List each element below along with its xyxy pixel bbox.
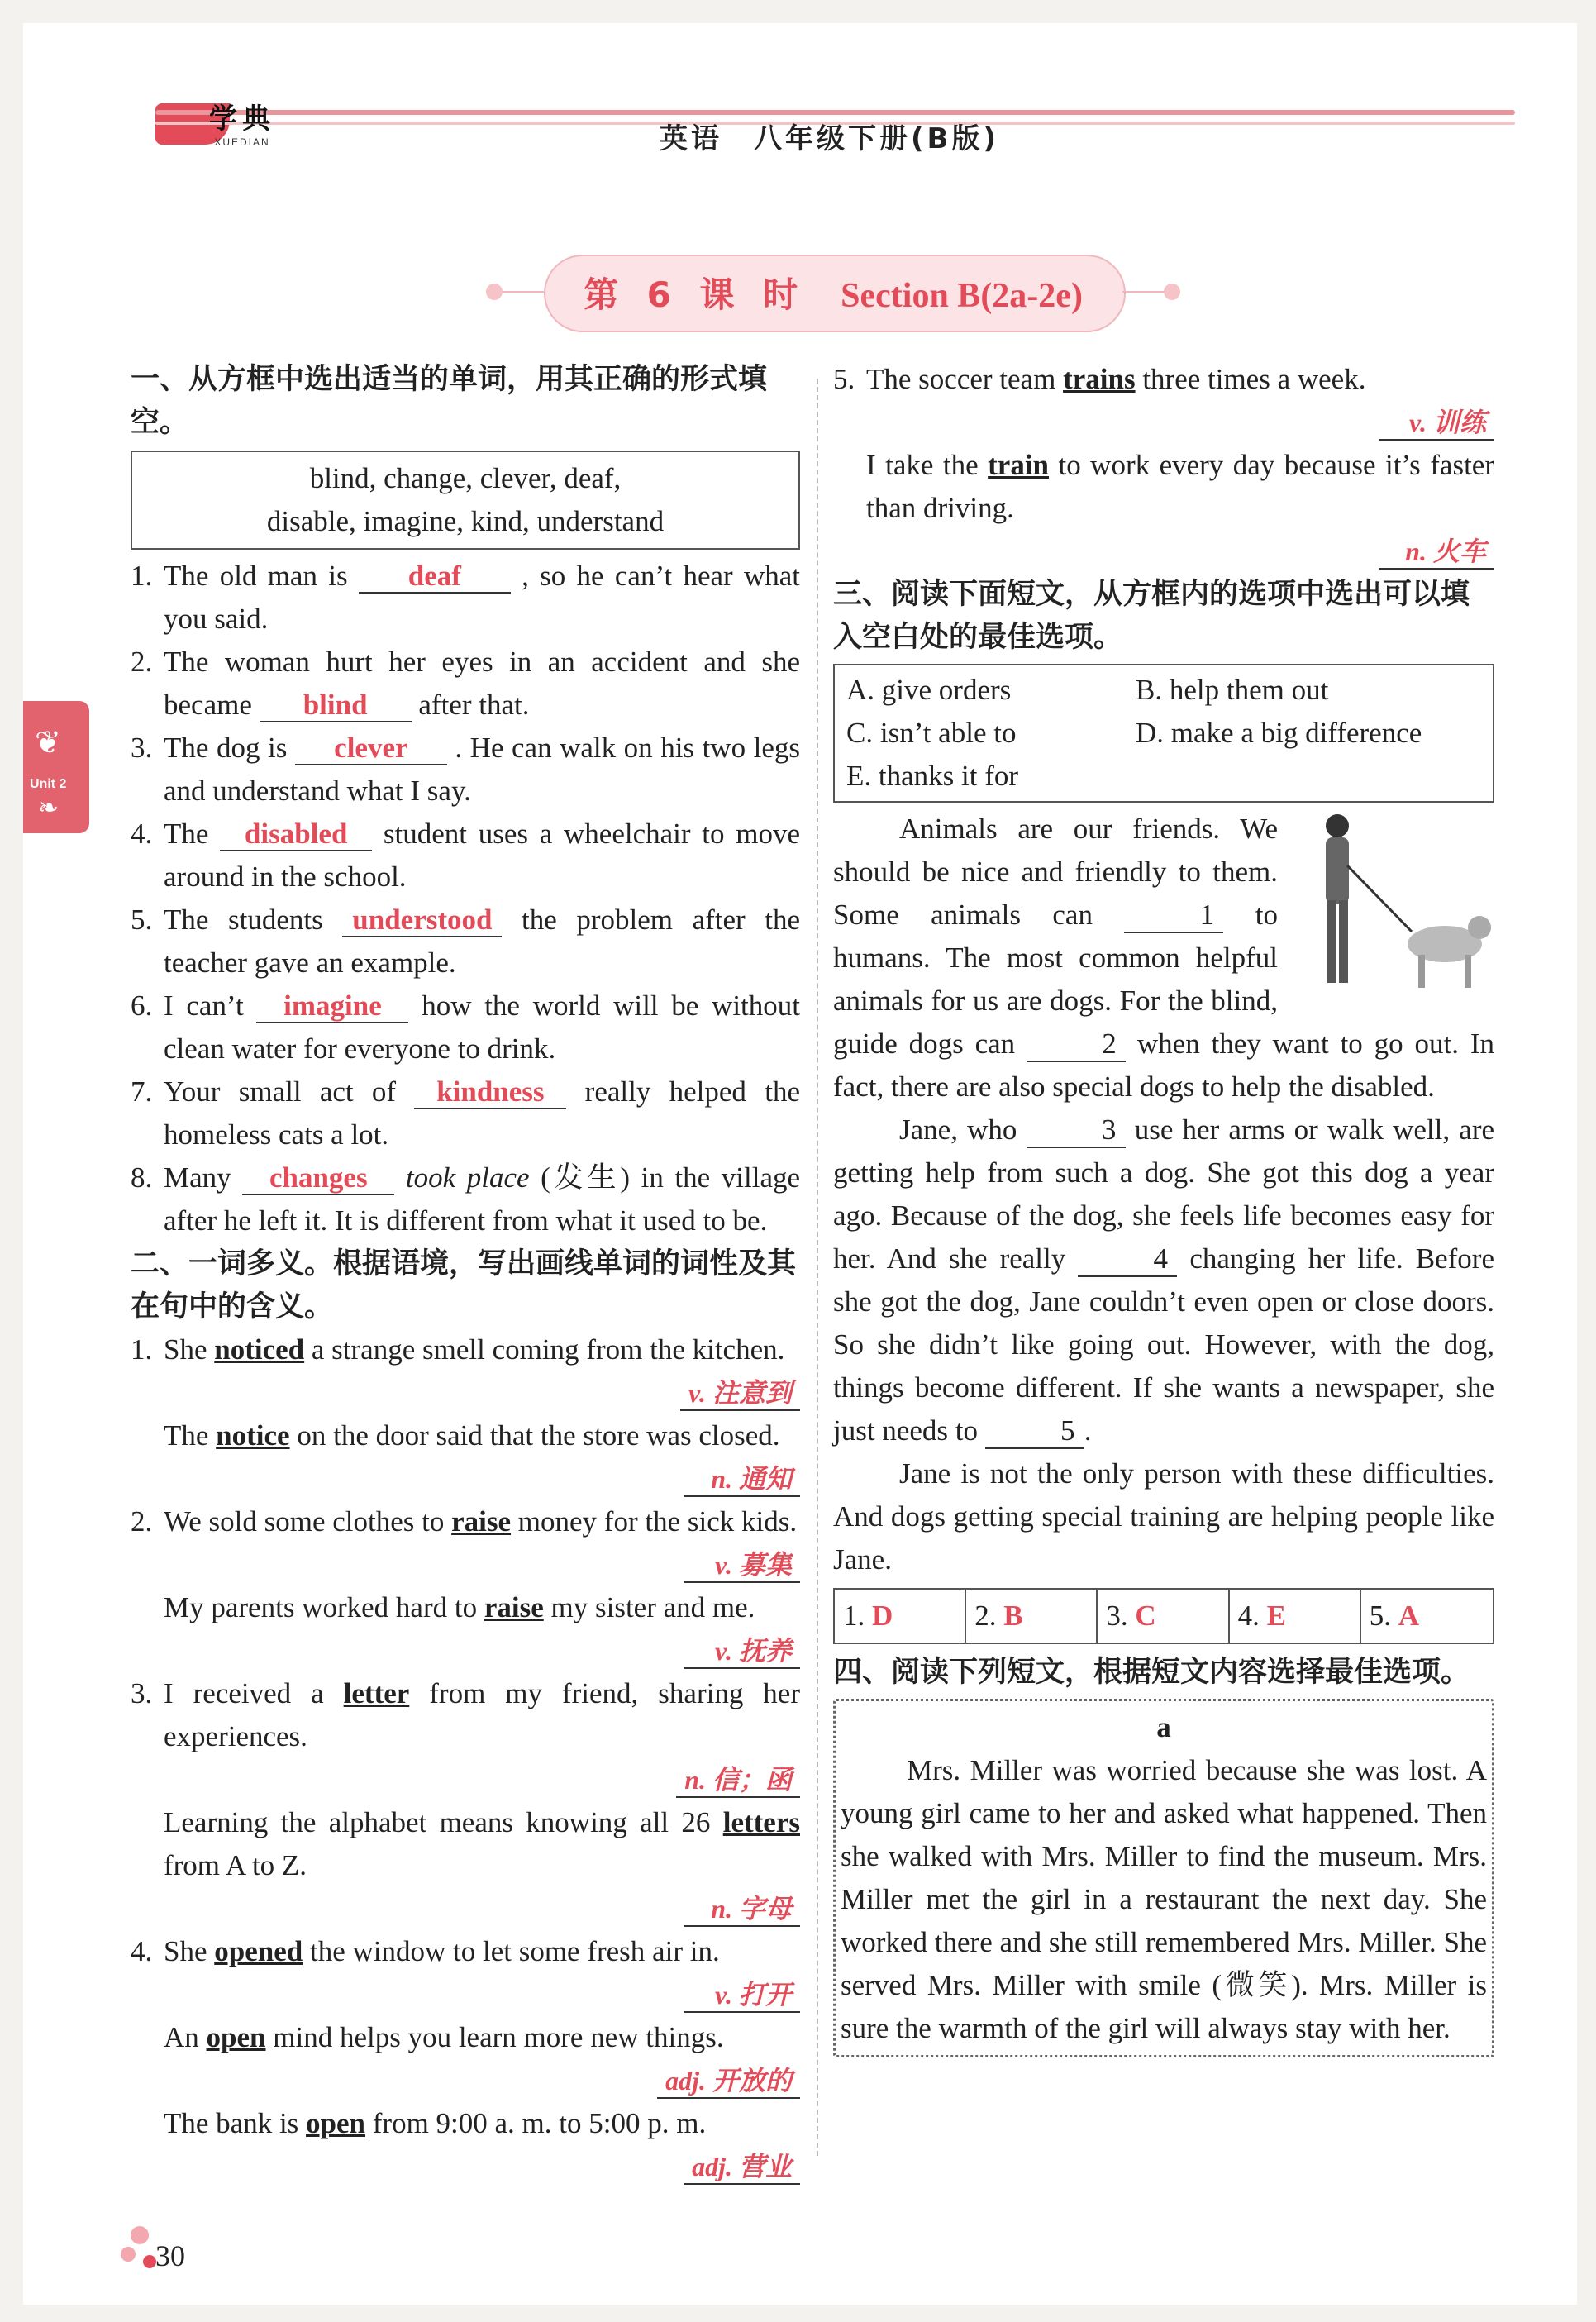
answer-meaning: n. 字母 [684,1892,800,1927]
part3-instruction: 三、阅读下面短文，从方框内的选项中选出可以填入空白处的最佳选项。 [833,578,1470,654]
answer-table [833,1588,1494,1644]
answer-line [164,1629,800,1672]
polysemy-sentence: 1. She noticed a strange smell coming from the kitchen. v. 注意到 [131,1328,800,1414]
part1-items [131,555,800,1242]
answer-line [164,1543,800,1586]
item-number: 8. [131,1161,153,1194]
answer-cell: 1. D [835,1590,966,1643]
italic-phrase: took place [405,1161,530,1194]
item-number: 1. [131,1333,153,1366]
polysemy-sentence: The notice on the door said that the store was closed. n. 通知 [131,1414,800,1500]
underlined-word: raise [451,1505,512,1538]
answer-blank: blind [260,689,412,722]
fill-in-item: 8. Many changes took place (发生) in the village after he left it. It is different from what it used to be. [131,1156,800,1242]
part2-instruction: 二、一词多义。根据语境，写出画线单词的词性及其在句中的含义。 [131,1247,797,1323]
underlined-word: open [306,2107,366,2139]
passage-a-box [833,1699,1494,2057]
answer-meaning: v. 抚养 [684,1634,800,1669]
answer-meaning: n. 通知 [684,1462,800,1497]
answer-blank: kindness [414,1076,566,1109]
polysemy-sentence: Learning the alphabet means knowing all 26 letters from A to Z. n. 字母 [131,1801,800,1930]
answer-blank: clever [295,732,447,765]
answer-cell: 3. C [1098,1590,1229,1643]
answer-line [866,401,1494,444]
lesson-label: 第 6 课 时 [584,274,807,315]
answer-line [164,1371,800,1414]
polysemy-sentence: An open mind helps you learn more new things. adj. 开放的 [131,2016,800,2102]
part4-instruction: 四、阅读下列短文，根据短文内容选择最佳选项。 [833,1656,1470,1689]
fill-in-item: 6. I can’t imagine how the world will be without clean water for everyone to drink. [131,985,800,1070]
flower-icon [131,2226,149,2244]
underlined-word: notice [216,1419,290,1452]
answer-blank: deaf [359,560,511,594]
blank-5: 5 [985,1414,1084,1449]
item-number: 4. [131,1935,153,1967]
answer-line [164,2145,800,2188]
answer-line [164,2059,800,2102]
answer-meaning: v. 募集 [684,1548,800,1583]
item-number: 4. [131,818,153,850]
answer-meaning: adj. 开放的 [657,2064,800,2099]
right-column [833,358,1494,2057]
underlined-word: noticed [214,1333,305,1366]
polysemy-sentence: 5. The soccer team trains three times a week. v. 训练 [833,358,1494,444]
fill-in-item: 4. The disabled student uses a wheelchair to move around in the school. [131,813,800,899]
column-divider [817,379,818,2156]
wing-icon: ❧ [38,794,60,822]
passage-3: Animals are our friends. We should be nice and friendly to them. Some animals can 1 to humans. The most common helpful animals for us are dogs. For the blind, guide dogs can 2 when they want to go out. In fact, there are also special dogs to help the disabled. Jane, who 3 use her arms or walk well, are getting help from such a dog. She got this dog a year ago. Because of the dog, she feels life becomes easy for her. And she really 4 changing her life. Before she got the dog, Jane couldn’t even open or close doors. So she didn’t like going out. However, with the dog, things become different. If she wants a newspaper, she just needs to 5 . Jane is not the only person with these difficulties. And dogs getting special training are helping people like Jane. [833,808,1494,1581]
passage-a-title: a [1156,1711,1171,1743]
underlined-word: trains [1063,363,1136,395]
word-box: blind, change, clever, deaf, disable, imagine, kind, understand [131,451,800,550]
underlined-word: open [206,2021,266,2053]
answer-blank: disabled [220,818,372,851]
part2-items-right [833,358,1494,573]
answer-meaning: v. 打开 [684,1978,800,2013]
answer-meaning: n. 火车 [1379,535,1494,570]
polysemy-sentence: 4. She opened the window to let some fresh air in. v. 打开 [131,1930,800,2016]
underlined-word: train [988,449,1050,481]
answer-meaning: v. 训练 [1379,406,1494,441]
passage-a-text: Mrs. Miller was worried because she was lost. A young girl came to her and asked what happened. Then she walked with Mrs. Miller to find the museum. Mrs. Miller met the girl in a restaurant the next day. She worked there and she still remembered Mrs. Miller. She served Mrs. Miller with smile (微笑). Mrs. Miller is sure the warmth of the girl will always stay with her. [841,1754,1487,2044]
item-number: 6. [131,989,153,1022]
polysemy-sentence: The bank is open from 9:00 a. m. to 5:00 p. m. adj. 营业 [131,2102,800,2188]
answer-cell: 4. E [1230,1590,1361,1643]
item-number: 5. [131,904,153,936]
answer-meaning: v. 注意到 [680,1376,800,1411]
item-number: 2. [131,646,153,678]
wing-icon: ❦ [35,726,61,760]
underlined-word: letters [722,1806,800,1838]
page-number: 30 [155,2239,185,2272]
answer-line [164,1973,800,2016]
logo: 学典 XUEDIAN [209,103,275,148]
polysemy-sentence: 2. We sold some clothes to raise money for the sick kids. v. 募集 [131,1500,800,1586]
page [23,23,1577,2305]
options-box: A. give orders B. help them out C. isn’t able to D. make a big difference E. thanks it for [833,664,1494,803]
blank-4: 4 [1078,1242,1177,1277]
item-number: 7. [131,1075,153,1108]
item-number: 1. [131,560,153,592]
answer-meaning: adj. 营业 [684,2150,800,2185]
part1-instruction: 一、从方框中选出适当的单词，用其正确的形式填空。 [131,363,768,439]
blank-2: 2 [1027,1027,1126,1062]
answer-meaning: n. 信；函 [676,1763,800,1798]
polysemy-sentence: My parents worked hard to raise my sister and me. v. 抚养 [131,1586,800,1672]
polysemy-sentence: 3. I received a letter from my friend, sharing her experiences. n. 信；函 [131,1672,800,1801]
blank-1: 1 [1124,899,1223,933]
fill-in-item: 5. The students understood the problem after the teacher gave an example. [131,899,800,985]
answer-cell: 5. A [1369,1600,1420,1632]
answer-line [164,1887,800,1930]
answer-line [164,1758,800,1801]
underlined-word: opened [214,1935,303,1967]
left-column [131,358,800,2188]
answer-line [866,530,1494,573]
answer-blank: imagine [256,990,408,1023]
item-number: 5. [833,363,855,395]
unit-side-tab: ❦ Unit 2 ❧ [23,701,89,833]
polysemy-sentence: I take the train to work every day because it’s faster than driving. n. 火车 [833,444,1494,573]
answer-cell: 2. B [966,1590,1098,1643]
item-number: 3. [131,1677,153,1709]
fill-in-item: 2. The woman hurt her eyes in an accident and she became blind after that. [131,641,800,727]
underlined-word: raise [484,1591,544,1623]
item-number: 2. [131,1505,153,1538]
part2-items-left [131,1328,800,2188]
book-title: 英语 八年级下册(B版) [660,122,999,155]
blank-3: 3 [1027,1113,1126,1148]
underlined-word: letter [343,1677,410,1709]
fill-in-item: 3. The dog is clever . He can walk on his two legs and understand what I say. [131,727,800,813]
answer-blank: understood [342,904,502,937]
fill-in-item: 7. Your small act of kindness really helped the homeless cats a lot. [131,1070,800,1156]
section-label: Section B(2a-2e) [841,277,1083,315]
answer-line [164,1457,800,1500]
lesson-banner [486,246,1180,337]
answer-blank: changes [242,1162,394,1195]
fill-in-item: 1. The old man is deaf , so he can’t hear what you said. [131,555,800,641]
woman-with-guide-dog-illustration [1288,808,1494,1014]
item-number: 3. [131,732,153,764]
